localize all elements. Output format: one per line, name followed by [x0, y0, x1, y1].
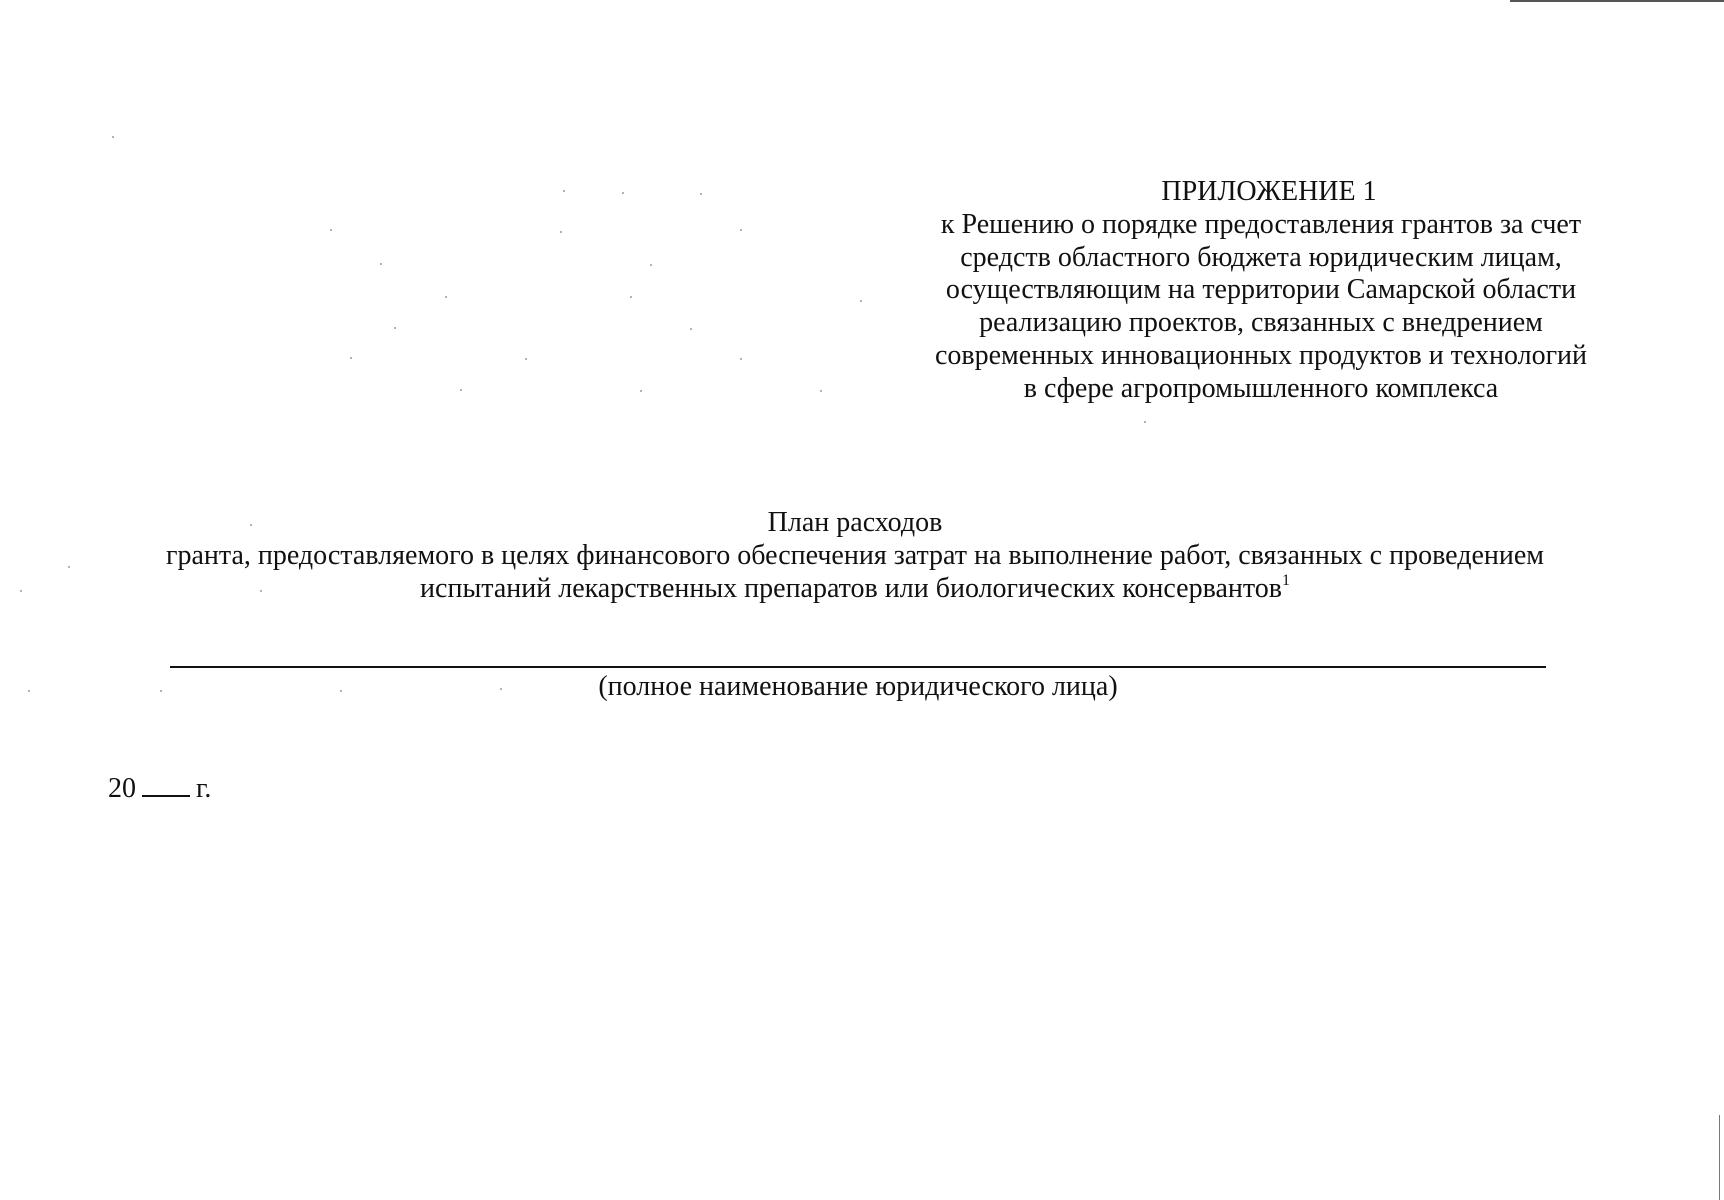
scan-speckle [525, 358, 527, 360]
plan-heading-block [120, 506, 1590, 605]
appendix-line-3: осуществляющим на территории Самарской области [945, 274, 1577, 306]
scan-speckle [820, 390, 822, 392]
date-suffix: г. [196, 773, 212, 804]
scan-speckle [460, 389, 462, 391]
scan-speckle [740, 358, 742, 360]
scan-speckle [394, 327, 396, 329]
scan-speckle [640, 390, 642, 392]
scan-speckle [500, 688, 502, 690]
scan-speckle [350, 357, 352, 359]
scan-speckle [1144, 421, 1146, 423]
scan-edge-mark [1719, 1115, 1720, 1200]
entity-name-field-line [170, 666, 1546, 668]
scan-speckle [260, 590, 262, 592]
scan-speckle [445, 296, 447, 298]
scan-speckle [28, 690, 30, 692]
plan-subtitle-line-2-wrapper [120, 572, 1590, 605]
date-field [108, 771, 211, 806]
scan-speckle [340, 690, 342, 692]
appendix-title: ПРИЛОЖЕНИЕ 1 [1161, 176, 1377, 207]
date-year-blank [142, 771, 190, 797]
plan-subtitle-line-2: испытаний лекарственных препаратов или биологических консервантов [420, 573, 1282, 604]
scan-speckle [700, 193, 702, 195]
scan-speckle [630, 296, 632, 298]
appendix-line-4: реализацию проектов, связанных с внедрением [979, 307, 1543, 339]
scan-speckle [650, 264, 652, 266]
scan-speckle [330, 229, 332, 231]
plan-subtitle-line-1: гранта, предоставляемого в целях финансового обеспечения затрат на выполнение работ, связанных с проведением [165, 540, 1544, 571]
scan-speckle [622, 192, 624, 194]
footnote-marker: 1 [1281, 571, 1290, 589]
appendix-line-6: в сфере агропромышленного комплекса [1023, 372, 1499, 404]
plan-title: План расходов [767, 507, 943, 538]
entity-name-caption: (полное наименование юридического лица) [598, 671, 1118, 702]
scan-speckle [380, 263, 382, 265]
date-prefix: 20 [108, 773, 136, 804]
scan-speckle [740, 229, 742, 231]
scan-speckle [68, 566, 70, 568]
scan-speckle [860, 300, 862, 302]
top-edge-rule [1510, 0, 1724, 2]
scan-speckle [560, 231, 562, 233]
scan-speckle [250, 524, 252, 526]
scan-speckle [160, 690, 162, 692]
appendix-heading-block [895, 176, 1627, 406]
appendix-line-2: средств областного бюджета юридическим лицам, [960, 241, 1562, 273]
scan-speckle [563, 190, 565, 192]
appendix-line-1: к Решению о порядке предоставления грантов за счет [940, 208, 1582, 240]
scan-speckle [20, 590, 22, 592]
scan-speckle [112, 136, 114, 138]
scan-speckle [690, 328, 692, 330]
appendix-line-5: современных инновационных продуктов и технологий [934, 339, 1588, 371]
